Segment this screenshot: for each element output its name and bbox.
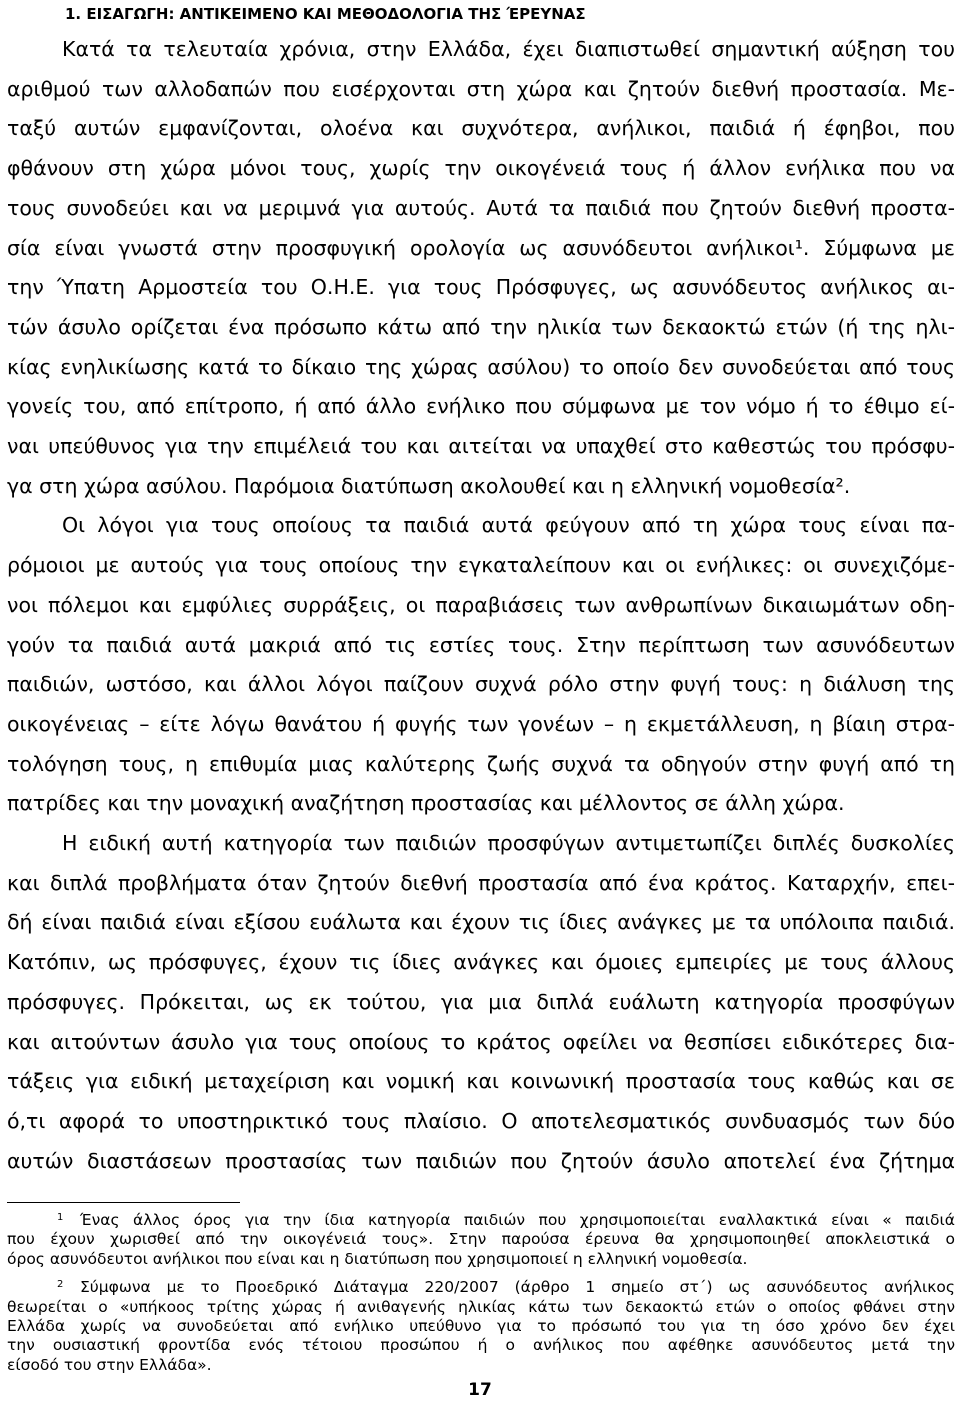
body-line: ρόμοιοι με αυτούς για τους οποίους την εγκαταλείπουν και οι ενήλικες: οι συνεχιζόμε- bbox=[7, 553, 955, 578]
footnote bbox=[7, 1278, 955, 1374]
body-line: Η ειδική αυτή κατηγορία των παιδιών προσφύγων αντιμετωπίζει διπλές δυσκολίες bbox=[62, 831, 955, 856]
body-line: φθάνουν στη χώρα μόνοι τους, χωρίς την οικογένειά τους ή άλλον ενήλικα που να bbox=[7, 156, 955, 181]
body-line: την Ύπατη Αρμοστεία του Ο.Η.Ε. για τους Πρόσφυγες, ως ασυνόδευτος ανήλικος αι- bbox=[7, 275, 955, 300]
page-number: 17 bbox=[468, 1380, 492, 1400]
footnote-marker: 2 bbox=[57, 1279, 64, 1291]
body-line: ταξύ αυτών εμφανίζονται, ολοένα και συχνότερα, ανήλικοι, παιδιά ή έφηβοι, που bbox=[7, 116, 955, 141]
body-line: Κατόπιν, ως πρόσφυγες, έχουν τις ίδιες ανάγκες και όμοιες εμπειρίες με τους άλλους bbox=[7, 950, 955, 975]
body-line: οικογένειας – είτε λόγω θανάτου ή φυγής των γονέων – η εκμετάλλευση, η βίαιη στρα- bbox=[7, 711, 955, 736]
body-line: και διπλά προβλήματα όταν ζητούν διεθνή προστασία από ένα κράτος. Καταρχήν, επει- bbox=[7, 870, 955, 895]
footnote-line bbox=[7, 1211, 955, 1230]
body-line: τους συνοδεύει και να μεριμνά για αυτούς. Αυτά τα παιδιά που ζητούν διεθνή προστα- bbox=[7, 195, 955, 220]
body-line: ναι υπεύθυνος για την επιμέλειά του και αιτείται να υπαχθεί στο καθεστώς του πρόσφυ- bbox=[7, 434, 955, 459]
footnote-text: Ένας άλλος όρος για την ίδια κατηγορία παιδιών που χρησιμοποιείται εναλλακτικά είναι « παιδιά bbox=[80, 1211, 955, 1229]
body-line: αυτών διαστάσεων προστασίας των παιδιών που ζητούν άσυλο αποτελεί ένα ζήτημα bbox=[7, 1148, 955, 1173]
body-line: γούν τα παιδιά αυτά μακριά από τις εστίες τους. Στην περίπτωση των ασυνόδευτων bbox=[7, 632, 955, 657]
body-line: και αιτούντων άσυλο για τους οποίους το κράτος οφείλει να θεσπίσει ειδικότερες δια- bbox=[7, 1029, 955, 1054]
body-line: πατρίδες και την μοναχική αναζήτηση προστασίας και μέλλοντος σε άλλη χώρα. bbox=[7, 791, 845, 816]
body-line: τολόγηση τους, η επιθυμία μιας καλύτερης ζωής συχνά τα οδηγούν στην φυγή από τη bbox=[7, 751, 955, 776]
footnote-marker: 1 bbox=[57, 1212, 64, 1223]
body-line: Κατά τα τελευταία χρόνια, στην Ελλάδα, έχει διαπιστωθεί σημαντική αύξηση του bbox=[62, 37, 955, 61]
paragraph bbox=[7, 506, 955, 824]
body-line: πρόσφυγες. Πρόκειται, ως εκ τούτου, για μια διπλά ευάλωτη κατηγορία προσφύγων bbox=[7, 989, 955, 1014]
body-line: κίας ενηλικίωσης κατά το δίκαιο της χώρας ασύλου) το οποίο δεν συνοδεύεται από τους bbox=[7, 354, 955, 379]
body-line: παιδιών, ωστόσο, και άλλοι λόγοι παίζουν συχνά ρόλο στην φυγή τους: η διάλυση της bbox=[7, 672, 955, 697]
footnotes bbox=[7, 1211, 955, 1375]
footnote-line: όρος ασυνόδευτοι ανήλικοι που είναι και η διατύπωση που χρησιμοποιεί η ελληνική νομοθεσία. bbox=[7, 1249, 748, 1268]
footnote-line: Ελλάδα χωρίς να συνοδεύεται από ενήλικο υπεύθυνο για το πρόσωπό του για τη όσο χρόνο δεν έχει bbox=[7, 1316, 955, 1335]
body-line: γα στη χώρα ασύλου. Παρόμοια διατύπωση ακολουθεί και η ελληνική νομοθεσία². bbox=[7, 473, 851, 498]
body-text bbox=[7, 30, 955, 1181]
footnote-separator bbox=[7, 1202, 240, 1203]
paragraph bbox=[7, 30, 955, 506]
footnote-line: είσοδό του στην Ελλάδα». bbox=[7, 1355, 212, 1374]
body-line: τάξεις για ειδική μεταχείριση και νομική και κοινωνική προστασία τους καθώς και σε bbox=[7, 1069, 955, 1094]
footnote-line bbox=[7, 1278, 955, 1297]
body-line: σία είναι γνωστά στην προσφυγική ορολογία ως ασυνόδευτοι ανήλικοι¹. Σύμφωνα με bbox=[7, 235, 955, 260]
paragraph bbox=[7, 824, 955, 1181]
body-line: αριθμού των αλλοδαπών που εισέρχονται στη χώρα και ζητούν διεθνή προστασία. Με- bbox=[7, 76, 955, 101]
section-heading: 1. ΕΙΣΑΓΩΓΗ: ΑΝΤΙΚΕΙΜΕΝΟ ΚΑΙ ΜΕΘΟΔΟΛΟΓΙΑ ΤΗΣ ΈΡΕΥΝΑΣ bbox=[65, 5, 586, 23]
body-line: ό,τι αφορά το υποστηρικτικό τους πλαίσιο. Ο αποτελεσματικός συνδυασμός των δύο bbox=[7, 1108, 955, 1133]
footnote-line: την ουσιαστική φροντίδα ενός τέτοιου προσώπου ή ο ανήλικος που αφέθηκε ασυνόδευτος μετά την bbox=[7, 1336, 955, 1355]
body-line: νοι πόλεμοι και εμφύλιες συρράξεις, οι παραβιάσεις των ανθρωπίνων δικαιωμάτων οδη- bbox=[7, 592, 955, 617]
footnote-text: Σύμφωνα με το Προεδρικό Διάταγμα 220/2007 (άρθρο 1 σημείο στ΄) ως ασυνόδευτος ανήλικος bbox=[80, 1278, 955, 1297]
footnote-line: που έχουν χωρισθεί από την οικογένειά τους». Στην παρούσα έρευνα θα χρησιμοποιηθεί αποκλειστικά ο bbox=[7, 1230, 955, 1249]
footnote-line: θεωρείται ο «υπήκοος τρίτης χώρας ή ανιθαγενής ηλικίας κάτω των δεκαοκτώ ετών ο οποίος φθάνει στην bbox=[7, 1297, 955, 1316]
footnote bbox=[7, 1211, 955, 1269]
body-line: γονείς του, από επίτροπο, ή από άλλο ενήλικο που σύμφωνα με τον νόμο ή το έθιμο εί- bbox=[7, 394, 955, 419]
body-line: δή είναι παιδιά είναι εξίσου ευάλωτα και έχουν τις ίδιες ανάγκες με τα υπόλοιπα παιδιά. bbox=[7, 910, 955, 935]
body-line: Οι λόγοι για τους οποίους τα παιδιά αυτά φεύγουν από τη χώρα τους είναι πα- bbox=[62, 513, 955, 538]
body-line: τών άσυλο ορίζεται ένα πρόσωπο κάτω από την ηλικία των δεκαοκτώ ετών (ή της ηλι- bbox=[7, 314, 955, 339]
